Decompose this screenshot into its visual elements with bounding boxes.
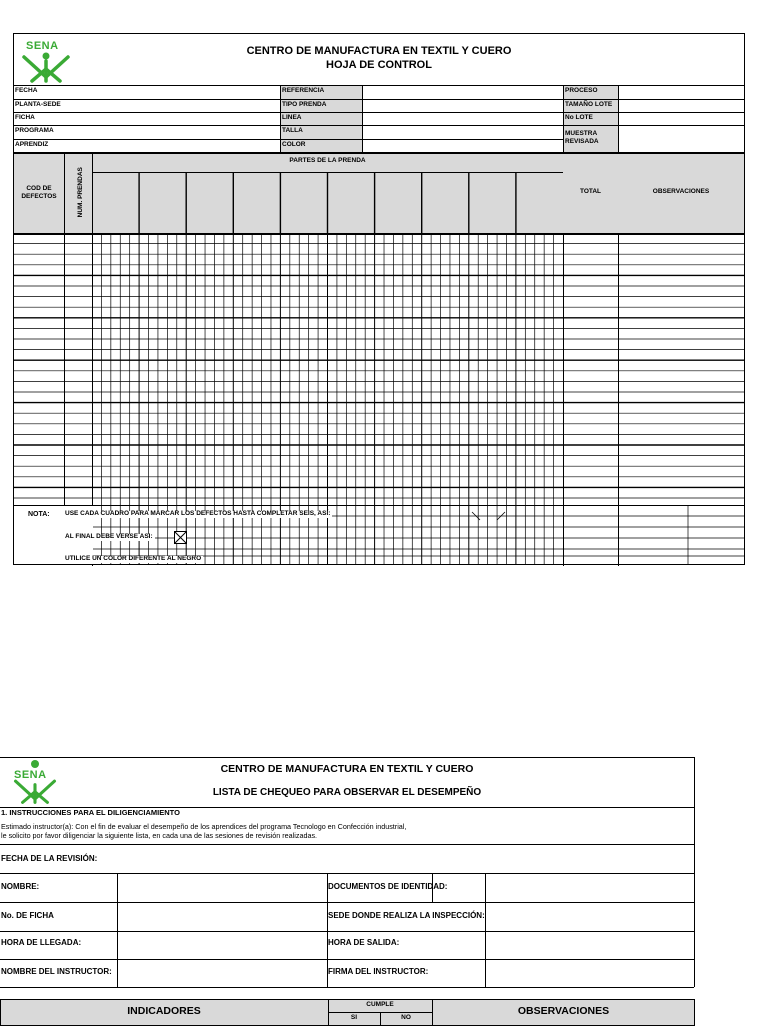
- nombre-label: NOMBRE:: [1, 882, 40, 891]
- field-proceso: PROCESO: [565, 87, 598, 94]
- si-label: SI: [350, 1014, 358, 1021]
- tally-example-icon: [471, 511, 507, 521]
- nota-text-2: AL FINAL DEBE VERSE ASI:: [65, 533, 153, 540]
- sheet1-title-line2: HOJA DE CONTROL: [326, 59, 432, 71]
- sheet2-title-line1: CENTRO DE MANUFACTURA EN TEXTIL Y CUERO: [220, 763, 474, 775]
- nota-text-3: UTILICE UN COLOR DIFERENTE AL NEGRO: [65, 555, 202, 562]
- defects-grid[interactable]: [14, 34, 744, 564]
- col-cod-defectos: COD DE DEFECTOS: [21, 185, 57, 200]
- col-num-prendas: NUM. PRENDAS: [76, 167, 84, 218]
- sede-label: SEDE DONDE REALIZA LA INSPECCIÓN:: [328, 911, 485, 920]
- ficha-label: No. DE FICHA: [1, 911, 54, 920]
- firma-label: FIRMA DEL INSTRUCTOR:: [328, 967, 429, 976]
- field-referencia: REFERENCIA: [282, 87, 325, 94]
- field-linea: LINEA: [282, 114, 302, 121]
- nota-text-1: USE CADA CUADRO PARA MARCAR LOS DEFECTOS HASTA COMPLETAR SEIS, ASÍ:: [65, 510, 331, 517]
- fecha-revision-label: FECHA DE LA REVISIÓN:: [1, 854, 98, 863]
- sheet1-title-line1: CENTRO DE MANUFACTURA EN TEXTIL Y CUERO: [246, 45, 512, 57]
- field-aprendiz: APRENDIZ: [15, 141, 49, 148]
- field-color: COLOR: [282, 141, 306, 148]
- nota-label: NOTA:: [28, 511, 50, 518]
- checklist-sheet: [0, 757, 695, 1024]
- no-label: NO: [401, 1014, 411, 1021]
- field-tipo-prenda: TIPO PRENDA: [282, 101, 327, 108]
- field-programa: PROGRAMA: [15, 127, 54, 134]
- field-tamano-lote: TAMAÑO LOTE: [565, 101, 613, 108]
- field-fecha: FECHA: [15, 87, 38, 94]
- field-no-lote: No LOTE: [565, 114, 593, 121]
- tally-complete-icon: [174, 531, 187, 544]
- cumple-label: CUMPLE: [366, 1001, 394, 1008]
- documentos-label: DOCUMENTOS DE IDENTIDAD:: [328, 882, 448, 891]
- field-planta-sede: PLANTA-SEDE: [15, 101, 61, 108]
- instructions-line2: le solicito por favor diligenciar la siguiente lista, en cada una de las sesiones de revisión realizadas.: [1, 831, 318, 840]
- field-muestra-revisada: MUESTRA REVISADA: [565, 130, 599, 145]
- observaciones-label-2: OBSERVACIONES: [517, 1005, 610, 1017]
- sena-logo-text: SENA: [26, 40, 59, 52]
- col-total: TOTAL: [579, 188, 602, 195]
- col-observaciones: OBSERVACIONES: [652, 188, 710, 195]
- grid-lines: [14, 34, 744, 564]
- col-partes-prenda: PARTES DE LA PRENDA: [289, 157, 366, 164]
- nombre-instructor-label: NOMBRE DEL INSTRUCTOR:: [1, 967, 112, 976]
- hora-salida-label: HORA DE SALIDA:: [328, 938, 400, 947]
- indicadores-label: INDICADORES: [127, 1005, 201, 1017]
- sena-logo-text-2: SENA: [14, 769, 47, 781]
- instructions-line1: Estimado instructor(a): Con el fin de evaluar el desempeño de los aprendices del programa Tecnologo en Confección industrial,: [1, 822, 407, 831]
- instructions-heading: 1. INSTRUCCIONES PARA EL DILIGENCIAMIENTO: [1, 808, 180, 817]
- sheet2-title-line2: LISTA DE CHEQUEO PARA OBSERVAR EL DESEMPEÑO: [212, 787, 482, 798]
- hora-llegada-label: HORA DE LLEGADA:: [1, 938, 82, 947]
- field-ficha: FICHA: [15, 114, 35, 121]
- field-talla: TALLA: [282, 127, 303, 134]
- control-sheet: [13, 33, 745, 565]
